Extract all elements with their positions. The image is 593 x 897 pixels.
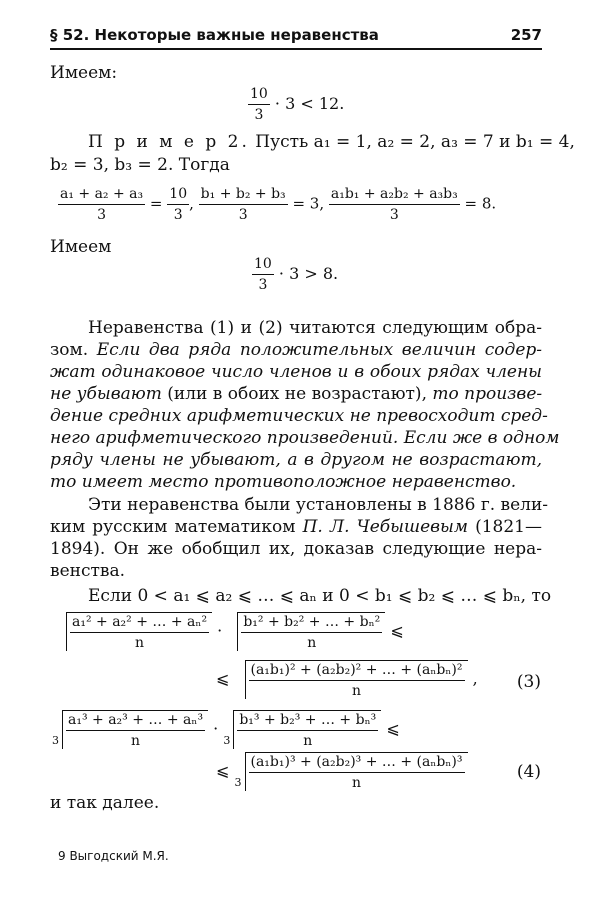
fraction-sum-b: $\frac{\text{b₁ + b₂ + b₃}}{3}$: [200, 186, 286, 223]
fraction: $\frac{10}{3}$: [250, 86, 268, 123]
chebyshev-para-line-5: дение средних арифметических не превосходит сред-: [50, 406, 548, 426]
chebyshev-para-line-2: зом. Если два ряда положительных величин содер-: [50, 340, 542, 360]
equation-3: $\frac{10}{3}$ · 3 > 8.: [254, 256, 339, 293]
square-root: $\frac{\text{(a₁b₁)² + (a₂b₂)² + … + (aₙbₙ)²}}{n}$: [235, 660, 468, 699]
condition-line: Если 0 < a₁ ⩽ a₂ ⩽ … ⩽ aₙ и 0 < b₁ ⩽ b₂ ⩽ … ⩽ bₙ, то: [88, 586, 552, 606]
chebyshev-para-line-4: не убывают (или в обоих не возрастают), то произве-: [50, 384, 543, 404]
equation-3-top: $\frac{\text{a₁² + a₂² + … + aₙ²}}{n}$ · $\frac{\text{b₁² + b₂² + … + bₙ²}}{n}$ ⩽: [56, 612, 404, 651]
example-2-line-2: b₂ = 3, b₃ = 2. Тогда: [50, 155, 230, 175]
equation-1: $\frac{10}{3}$ · 3 < 12.: [250, 86, 345, 123]
cube-root: 3 $\frac{\text{a₁³ + a₂³ + … + aₙ³}}{n}$: [52, 710, 208, 749]
paragraph-have-1: Имеем:: [50, 63, 118, 83]
chebyshev-name: П. Л. Чебышевым: [302, 517, 468, 537]
square-root: $\frac{\text{a₁² + a₂² + … + aₙ²}}{n}$: [56, 612, 212, 651]
fraction: $\frac{10}{3}$: [254, 256, 272, 293]
page-number: 257: [510, 26, 542, 44]
page-footer: 9 Выгодский М.Я.: [58, 849, 169, 863]
history-para-line-1: Эти неравенства были установлены в 1886 г. вели-: [88, 495, 549, 515]
cube-root: 3 $\frac{\text{b₁³ + b₂³ + … + bₙ³}}{n}$: [223, 710, 381, 749]
chebyshev-para-line-6: него арифметического произведений. Если же в одном: [50, 428, 560, 448]
chebyshev-para-line-3: жат одинаковое число членов и в обоих рядах члены: [50, 362, 542, 382]
equation-3-bottom: ⩽ $\frac{\text{(a₁b₁)² + (a₂b₂)² + … + (aₙbₙ)²}}{n}$ ,: [216, 662, 478, 699]
paragraph-have-2: Имеем: [50, 237, 112, 257]
closing-line: и так далее.: [50, 793, 160, 813]
chebyshev-para-line-7: ряду члены не убывают, а в другом не возрастают,: [50, 450, 542, 470]
chebyshev-para-line-1: Неравенства (1) и (2) читаются следующим обра-: [88, 318, 542, 338]
running-header: [50, 22, 542, 50]
history-para-line-3: 1894). Он же обобщил их, доказав следующие нера-: [50, 539, 542, 559]
history-para-line-4: венства.: [50, 561, 125, 581]
chebyshev-para-line-8: то имеет место противоположное неравенство.: [50, 472, 517, 492]
equation-label-3: (3): [516, 672, 541, 692]
example-2-line-1: П р и м е р 2. Пусть a₁ = 1, a₂ = 2, a₃ = 7 и b₁ = 4,: [88, 132, 575, 152]
section-title: § 52. Некоторые важные неравенства: [50, 26, 379, 44]
fraction-ten-thirds: $\frac{10}{3}$: [169, 186, 188, 223]
cube-root: 3 $\frac{\text{(a₁b₁)³ + (a₂b₂)³ + … + (aₙbₙ)³}}{n}$: [235, 752, 468, 791]
history-para-line-2: ким русским математиком П. Л. Чебышевым (1821—: [50, 517, 542, 537]
square-root: $\frac{\text{b₁² + b₂² + … + bₙ²}}{n}$: [227, 612, 385, 651]
equation-label-4: (4): [516, 762, 541, 782]
fraction-sum-a: $\frac{\text{a₁ + a₂ + a₃}}{3}$: [60, 186, 144, 223]
equation-4-top: 3 $\frac{\text{a₁³ + a₂³ + … + aₙ³}}{n}$ · 3 $\frac{\text{b₁³ + b₂³ + … + bₙ³}}{n}$ ⩽: [52, 712, 400, 749]
equation-2: $\frac{\text{a₁ + a₂ + a₃}}{3}$ = $\frac{10}{3}$ , $\frac{\text{b₁ + b₂ + b₃}}{3}$ = 3, $\frac{\text{a₁b₁ + a₂b₂ + a₃b₃}}{3}$ = 8.: [60, 186, 497, 223]
fraction-sum-ab: $\frac{\text{a₁b₁ + a₂b₂ + a₃b₃}}{3}$: [330, 186, 458, 223]
equation-4-bottom: ⩽ 3 $\frac{\text{(a₁b₁)³ + (a₂b₂)³ + … + (aₙbₙ)³}}{n}$: [216, 752, 468, 791]
